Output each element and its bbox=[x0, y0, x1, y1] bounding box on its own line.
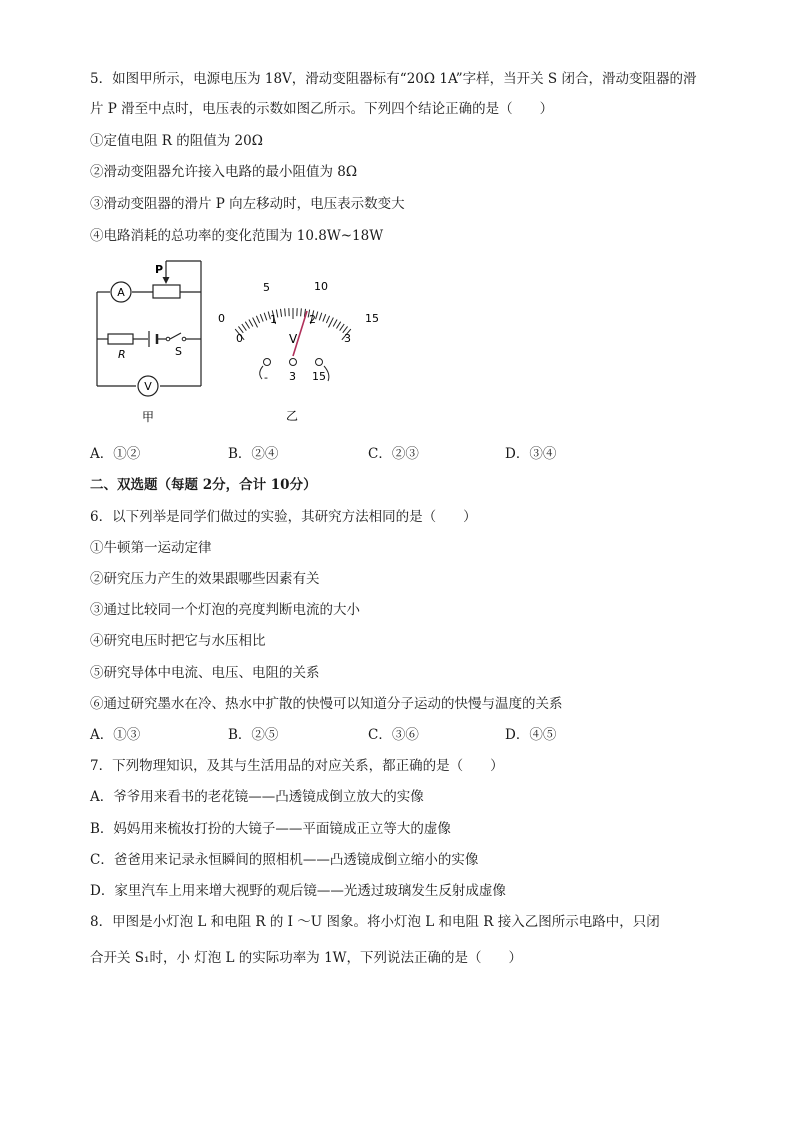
dial-tick bbox=[249, 320, 253, 327]
q5-option-a[interactable]: A．①② bbox=[90, 446, 141, 462]
q6-stem: 6．以下列举是同学们做过的实验，其研究方法相同的是（ ） bbox=[90, 509, 477, 525]
dial-tick bbox=[242, 324, 247, 331]
q7-option-d[interactable]: D．家里汽车上用来增大视野的观后镜——光透过玻璃发生反射成虚像 bbox=[90, 883, 506, 899]
q6-option-c[interactable]: C．③⑥ bbox=[368, 727, 419, 743]
dial-tick bbox=[301, 308, 302, 316]
inner-tick-0: 0 bbox=[236, 332, 243, 345]
dial-tick bbox=[323, 314, 326, 321]
terminal-15 bbox=[316, 359, 323, 366]
dial-tick bbox=[319, 313, 322, 321]
rheostat bbox=[153, 285, 180, 298]
outer-tick-0: 0 bbox=[218, 312, 225, 325]
q8-stem-line1: 8．甲图是小灯泡 L 和电阻 R 的 I ～U 图象。将小灯泡 L 和电阻 R 接入乙图所示电路中，只闭 bbox=[90, 914, 660, 930]
q7-option-b[interactable]: B．妈妈用来梳妆打扮的大镜子——平面镜成正立等大的虚像 bbox=[90, 821, 451, 837]
dial-tick bbox=[264, 313, 267, 321]
dial-tick bbox=[280, 309, 281, 317]
q5-stem-line1: 5．如图甲所示，电源电压为 18V，滑动变阻器标有“20Ω 1A”字样，当开关 S 闭合，滑动变阻器的滑 bbox=[90, 71, 697, 87]
terminal-15-label: 15 bbox=[312, 370, 326, 383]
q5-item-1: ①定值电阻 R 的阻值为 20Ω bbox=[90, 133, 263, 149]
q7-stem: 7．下列物理知识，及其与生活用品的对应关系，都正确的是（ ） bbox=[90, 758, 504, 774]
dial-tick bbox=[328, 318, 333, 328]
fig-jia-caption: 甲 bbox=[141, 410, 155, 424]
section-heading: 二、双选题（每题 2分，合计 10分） bbox=[90, 477, 317, 493]
q6-option-d[interactable]: D．④⑤ bbox=[505, 727, 557, 743]
dial-tick bbox=[285, 308, 286, 316]
q8-stem-line2: 合开关 S₁时，小 灯泡 L 的实际功率为 1W，下列说法正确的是（ ） bbox=[90, 950, 523, 966]
dial-tick bbox=[340, 324, 345, 331]
q5-stem-line2: 片 P 滑至中点时，电压表的示数如图乙所示。下列四个结论正确的是（ ） bbox=[90, 101, 554, 117]
resistor-label: R bbox=[118, 348, 126, 361]
switch-label: S bbox=[175, 345, 182, 358]
dial-tick bbox=[336, 322, 340, 329]
dial-tick bbox=[245, 322, 249, 329]
dial-tick bbox=[253, 318, 258, 328]
inner-tick-1: 1 bbox=[270, 313, 277, 326]
q6-option-a[interactable]: A．①③ bbox=[90, 727, 141, 743]
slider-arrow bbox=[163, 277, 170, 284]
slider-label: P bbox=[155, 263, 164, 276]
circuit-diagram bbox=[88, 254, 213, 429]
dial-tick bbox=[260, 314, 263, 321]
q6-item-4: ④研究电压时把它与水压相比 bbox=[90, 633, 266, 649]
inner-tick-3: 3 bbox=[344, 332, 351, 345]
q6-options bbox=[90, 723, 710, 743]
q5-option-b[interactable]: B．②④ bbox=[228, 446, 279, 462]
fig-yi-caption: 乙 bbox=[285, 409, 299, 423]
terminal-minus-label: - bbox=[264, 371, 268, 384]
dial-tick bbox=[333, 320, 337, 327]
terminal-3 bbox=[290, 359, 297, 366]
resistor-r bbox=[108, 334, 133, 344]
q7-option-c[interactable]: C．爸爸用来记录永恒瞬间的照相机——凸透镜成倒立缩小的实像 bbox=[90, 852, 479, 868]
q6-item-1: ①牛顿第一运动定律 bbox=[90, 540, 212, 556]
q6-item-6: ⑥通过研究墨水在冷、热水中扩散的快慢可以知道分子运动的快慢与温度的关系 bbox=[90, 696, 563, 712]
q6-item-3: ③通过比较同一个灯泡的亮度判断电流的大小 bbox=[90, 602, 360, 618]
q7-option-a[interactable]: A．爷爷用来看书的老花镜——凸透镜成倒立放大的实像 bbox=[90, 789, 424, 805]
q5-option-d[interactable]: D．③④ bbox=[505, 446, 557, 462]
outer-tick-10: 10 bbox=[314, 280, 328, 293]
q5-item-4: ④电路消耗的总功率的变化范围为 10.8W~18W bbox=[90, 228, 384, 244]
terminal-minus bbox=[264, 359, 271, 366]
terminal-3-label: 3 bbox=[289, 370, 296, 383]
dial-tick bbox=[326, 316, 329, 323]
dial-unit: V bbox=[289, 332, 298, 346]
dial-tick bbox=[256, 316, 259, 323]
q5-options bbox=[90, 442, 710, 462]
q6-item-2: ②研究压力产生的效果跟哪些因素有关 bbox=[90, 571, 320, 587]
q5-option-c[interactable]: C．②③ bbox=[368, 446, 419, 462]
q5-item-2: ②滑动变阻器允许接入电路的最小阻值为 8Ω bbox=[90, 164, 358, 180]
inner-tick-2: 2 bbox=[309, 313, 316, 326]
q5-item-3: ③滑动变阻器的滑片 P 向左移动时，电压表示数变大 bbox=[90, 196, 405, 212]
voltmeter-dial bbox=[210, 278, 380, 428]
q6-option-b[interactable]: B．②⑤ bbox=[228, 727, 279, 743]
outer-tick-5: 5 bbox=[263, 281, 270, 294]
outer-tick-15: 15 bbox=[365, 312, 379, 325]
voltmeter-label: V bbox=[144, 380, 152, 393]
q6-item-5: ⑤研究导体中电流、电压、电阻的关系 bbox=[90, 665, 320, 681]
ammeter-label: A bbox=[117, 286, 125, 299]
